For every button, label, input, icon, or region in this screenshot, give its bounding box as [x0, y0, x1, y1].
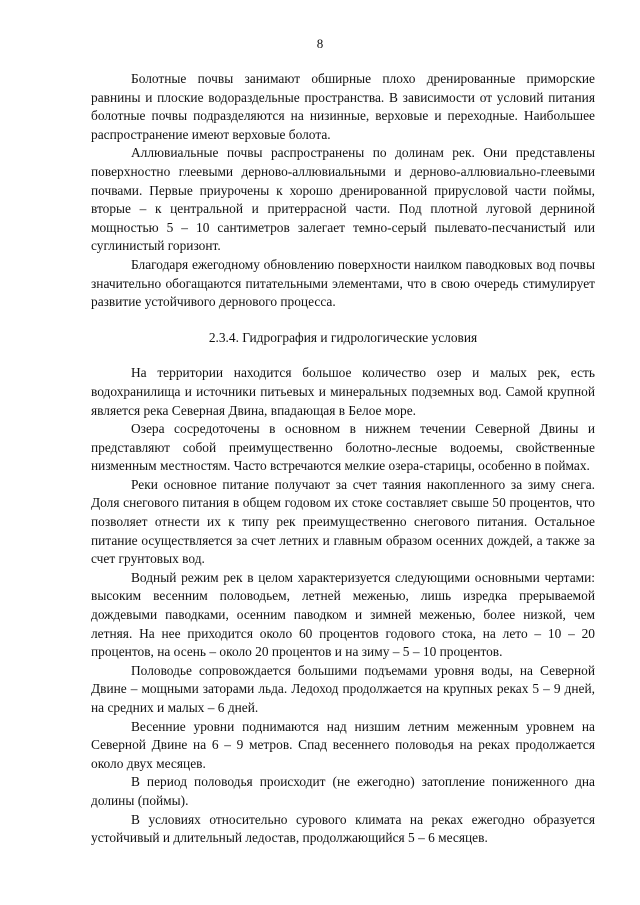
paragraph-river-feeding: Реки основное питание получают за счет таяния накопленного за зиму снега. Доля снегового питания в общем годовом их стоке составляет свыше 50 процентов, что позволяет отнести их к типу рек преимущественно снегового питания. Остальное питание осуществляется за счет летних и главным образом осенних дождей, а также за счет грунтовых вод.	[91, 476, 595, 567]
paragraph-spring-levels: Весенние уровни поднимаются над низшим летним меженным уровнем на Северной Двине на 6 – 9 метров. Спад весеннего половодья на реках продолжается около двух месяцев.	[91, 718, 595, 771]
paragraph-freeze-up: В условиях относительно сурового климата на реках ежегодно образуется устойчивый и длительный ледостав, продолжающийся 5 – 6 месяцев.	[91, 811, 595, 846]
paragraph-floodplain: В период половодья происходит (не ежегодно) затопление пониженного дна долины (поймы).	[91, 774, 595, 808]
section-heading: 2.3.4. Гидрография и гидрологические условия	[208, 329, 478, 345]
paragraph-bog-soils: Болотные почвы занимают обширные плохо дренированные приморские равнины и плоские водораздельные пространства. В зависимости от условий питания болотные почвы подразделяются на низинные, верховые и переходные. Наибольшее распространение имеют верховые болота.	[91, 71, 595, 142]
paragraph-water-regime: Водный режим рек в целом характеризуется следующими основными чертами: высоким весенним половодьем, летней меженью, лишь изредка прерываемой дождевыми паводками, осенним паводком и зимней меженью, более низкой, чем летняя. На нее приходится около 60 процентов годового стока, на лето – 10 – 20 процентов, на осень – около 20 процентов и на зиму – 5 – 10 процентов.	[91, 569, 595, 660]
paragraph-alluvial-soils: Аллювиальные почвы распространены по долинам рек. Они представлены поверхностно глеевыми дерново-аллювиальными и дерново-аллювиально-глеевыми почвами. Первые приурочены к хорошо дренированной прирусловой части поймы, вторые – к центральной и притеррасной части. Под плотной луговой дерниной мощностью 5 – 10 сантиметров залегает темно-серый пылевато-песчанистый или суглинистый горизонт.	[91, 145, 595, 254]
paragraph-flood: Половодье сопровождается большими подъемами уровня воды, на Северной Двине – мощными заторами льда. Ледоход продолжается на крупных реках 5 – 9 дней, на средних и малых – 6 дней.	[91, 662, 595, 715]
paragraph-lakes-rivers: На территории находится большое количество озер и малых рек, есть водохранилища и источники питьевых и минеральных подземных вод. Самой крупной является река Северная Двина, впадающая в Белое море.	[91, 365, 595, 418]
page-content	[91, 70, 595, 848]
page-number: 8	[316, 36, 324, 51]
paragraph-lakes: Озера сосредоточены в основном в нижнем течении Северной Двины и представляют собой преимущественно болотно-лесные водоемы, свойственные низменным местностям. Часто встречаются мелкие озера-старицы, особенно в поймах.	[91, 421, 595, 474]
paragraph-flood-renewal: Благодаря ежегодному обновлению поверхности наилком паводковых вод почвы значительно обогащаются питательными элементами, что в свою очередь стимулирует развитие устойчивого дернового процесса.	[91, 256, 595, 310]
